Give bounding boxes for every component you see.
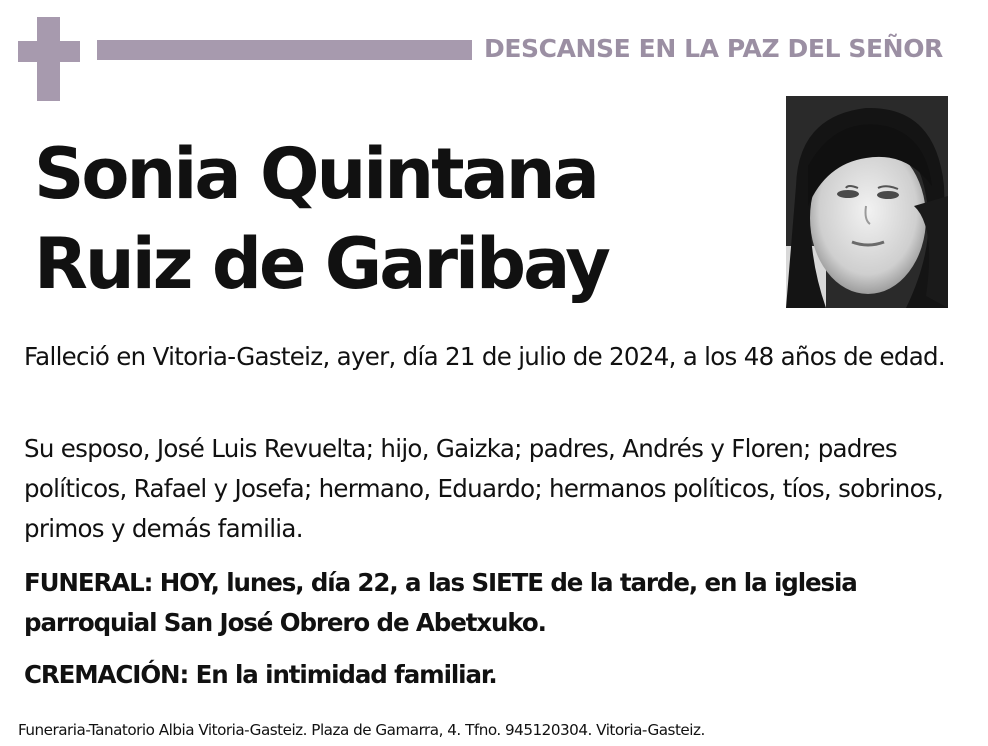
header-title: DESCANSE EN LA PAZ DEL SEÑOR [484, 34, 943, 63]
death-notice-text: Falleció en Vitoria-Gasteiz, ayer, día 21 de julio de 2024, a los 48 años de edad. [24, 342, 945, 371]
portrait-photo [786, 96, 948, 308]
family-text: Su esposo, José Luis Revuelta; hijo, Gaizka; padres, Andrés y Floren; padres políticos, Rafael y Josefa; hermano, Eduardo; hermanos políticos, tíos, sobrinos, primos y demás familia. [24, 434, 944, 543]
deceased-name-line1: Sonia Quintana [34, 133, 597, 215]
header-divider-bar [97, 40, 472, 60]
funeral-text: FUNERAL: HOY, lunes, día 22, a las SIETE de la tarde, en la iglesia parroquial San José Obrero de Abetxuko. [24, 568, 857, 637]
funeral-home-footer: Funeraria-Tanatorio Albia Vitoria-Gasteiz. Plaza de Gamarra, 4. Tfno. 945120304. Vitoria-Gasteiz. [18, 721, 705, 739]
deceased-name-line2: Ruiz de Garibay [34, 223, 608, 305]
cross-icon-horizontal [18, 41, 80, 62]
portrait-photo-graphic [786, 96, 948, 308]
cremation-text: CREMACIÓN: En la intimidad familiar. [24, 660, 497, 689]
